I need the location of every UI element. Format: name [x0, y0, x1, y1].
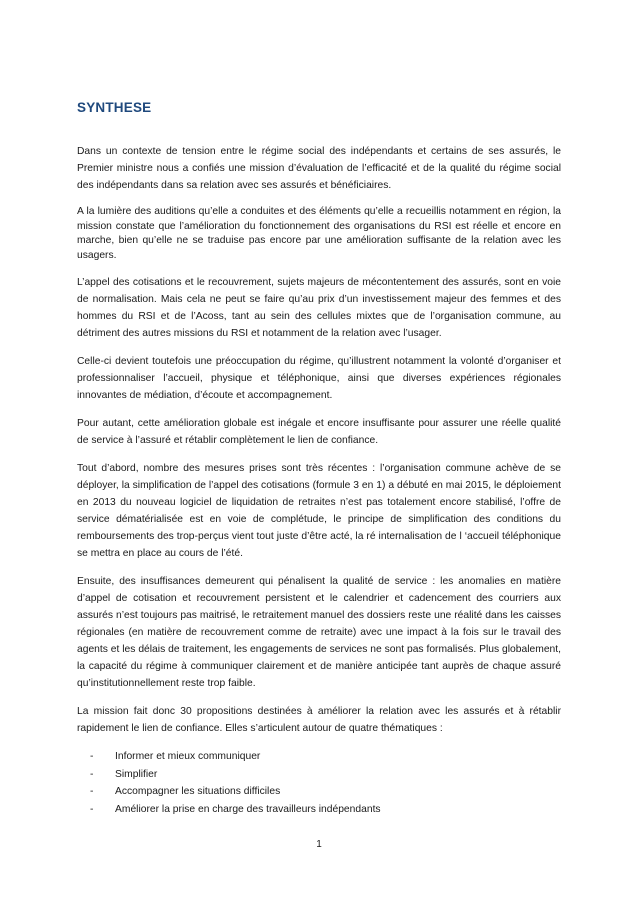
list-item: [90, 748, 561, 766]
bullet-dash: -: [90, 751, 94, 763]
list-item-label: Accompagner les situations difficiles: [115, 786, 281, 798]
paragraph-shortcomings: Ensuite, des insuffisances demeurent qui pénalisent la qualité de service : les anomalies en matière d’appel de cotisation et recouvrement persistent et le calendrier et cadencement des courriers aux assurés n’est toujours pas maitrisé, le retraitement manuel des dossiers reste une réalité dans les caisses régionales (en matière de recouvrement comme de retraite) avec une impact à la fois sur le travail des agents et les délais de traitement, les engagements de services ne sont pas formalisés. Plus globalement, la capacité du régime à communiquer clairement et de manière anticipée tant auprès de chaque assuré qu’institutionnellement reste trop faible.: [77, 576, 561, 690]
list-item: [90, 766, 561, 784]
list-item: [90, 801, 561, 819]
bullet-dash: -: [90, 768, 94, 780]
paragraph-proposals: La mission fait donc 30 propositions destinées à améliorer la relation avec les assurés et à rétablir rapidement le lien de confiance. Elles s’articulent autour de quatre thématiques :: [77, 706, 561, 735]
paragraph-findings: A la lumière des auditions qu’elle a conduites et des éléments qu’elle a recueillis notamment en région, la mission constate que l’amélioration du fonctionnement des organisations du RSI est réelle et encore en marche, bien qu’elle ne se traduise pas encore par une amélioration suffisante de la relation avec les usagers.: [77, 206, 561, 261]
paragraph-collection: L’appel des cotisations et le recouvrement, sujets majeurs de mécontentement des assurés, sont en voie de normalisation. Mais cela ne peut se faire qu’au prix d’un investissement majeur des femmes et des hommes du RSI et de l’Acoss, tant au sein des cellules mixtes que de l’organisation commune, au détriment des autres missions du RSI et notamment de la relation avec l’usager.: [77, 277, 561, 340]
page-number: 1: [316, 839, 322, 850]
paragraph-user-relation: Celle-ci devient toutefois une préoccupation du régime, qu’illustrent notamment la volonté d’organiser et professionnaliser l’accueil, physique et téléphonique, ainsi que diverses expériences régionales innovantes de médiation, d’écoute et accompagnement.: [77, 356, 561, 402]
bullet-dash: -: [90, 786, 94, 798]
paragraph-insufficient: Pour autant, cette amélioration globale est inégale et encore insuffisante pour assurer une réelle qualité de service à l’assuré et rétablir complètement le lien de confiance.: [77, 418, 561, 447]
section-title: SYNTHESE: [77, 100, 152, 115]
paragraph-context: Dans un contexte de tension entre le régime social des indépendants et certains de ses assurés, le Premier ministre nous a confiés une mission d’évaluation de l’efficacité et de la qualité du régime social des indépendants dans sa relation avec ses assurés et bénéficiaires.: [77, 146, 561, 191]
paragraph-recent-measures: Tout d’abord, nombre des mesures prises sont très récentes : l’organisation commune achève de se déployer, la simplification de l’appel des cotisations (formule 3 en 1) a débuté en mai 2015, le déploiement en 2013 du nouveau logiciel de liquidation de retraites n’est pas totalement encore stabilisé, l’offre de service dématérialisée est en voie de complétude, le principe de simplification des conditions du remboursements des trop-perçus vient tout juste d’être acté, la ré internalisation de l ‘accueil téléphonique se mettra en place au cours de l’été.: [77, 463, 561, 560]
themes-list: [77, 748, 561, 818]
list-item-label: Simplifier: [115, 768, 158, 780]
bullet-dash: -: [90, 803, 94, 815]
list-item-label: Améliorer la prise en charge des travailleurs indépendants: [115, 803, 381, 815]
list-item-label: Informer et mieux communiquer: [115, 751, 261, 763]
body-text: [77, 143, 561, 818]
list-item: [90, 783, 561, 801]
